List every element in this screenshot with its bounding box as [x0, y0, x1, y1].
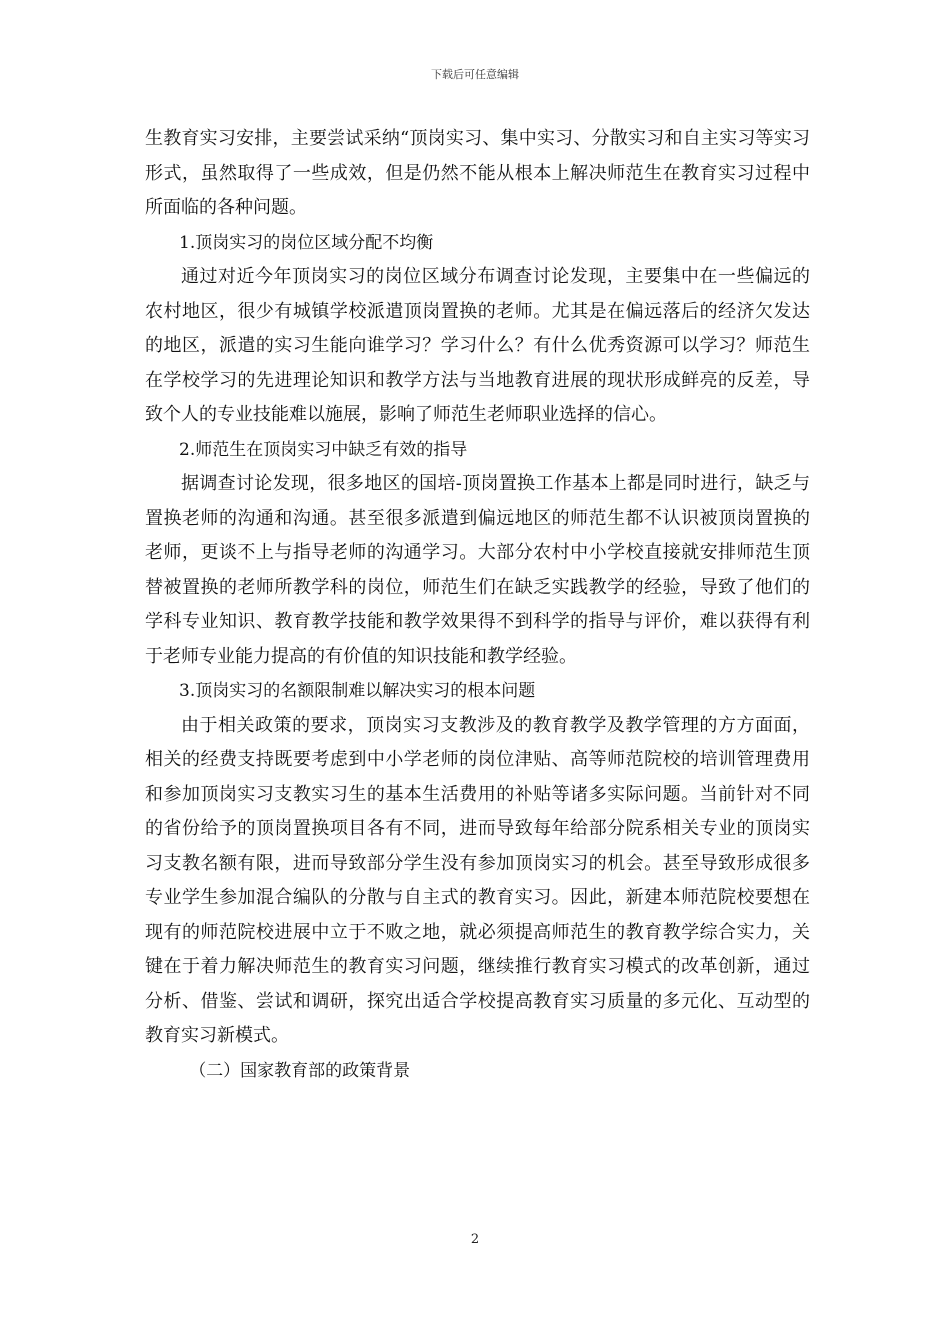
page-header: 下载后可任意编辑 — [431, 68, 519, 81]
section-heading-4: （二）国家教育部的政策背景 — [189, 1060, 411, 1081]
document-body — [145, 122, 810, 1088]
section-heading-3: 3.顶岗实习的名额限制难以解决实习的根本问题 — [179, 681, 536, 701]
page-number: 2 — [470, 1232, 480, 1247]
paragraph-continuation: 生教育实习安排，主要尝试采纳“顶岗实习、集中实习、分散实习和自主实习等实习形式，虽然取得了一些成效，但是仍然不能从根本上解决师范生在教育实习过程中所面临的各种问题。 — [145, 128, 810, 218]
paragraph-3: 由于相关政策的要求，顶岗实习支教涉及的教育教学及教学管理的方方面面，相关的经费支持既要考虑到中小学老师的岗位津贴、高等师范院校的培训管理费用和参加顶岗实习支教实习生的基本生活费用的补贴等诸多实际问题。当前针对不同的省份给予的顶岗置换项目各有不同，进而导致每年给部分院系相关专业的顶岗实习支教名额有限，进而导致部分学生没有参加顶岗实习的机会。甚至导致形成很多专业学生参加混合编队的分散与自主式的教育实习。因此，新建本师范院校要想在现有的师范院校进展中立于不败之地，就必须提高师范生的教育教学综合实力，关键在于着力解决师范生的教育实习问题，继续推行教育实习模式的改革创新，通过分析、借鉴、尝试和调研，探究出适合学校提高教育实习质量的多元化、互动型的教育实习新模式。 — [145, 714, 810, 1046]
paragraph-1: 通过对近今年顶岗实习的岗位区域分布调查讨论发现，主要集中在一些偏远的农村地区，很少有城镇学校派遣顶岗置换的老师。尤其是在偏远落后的经济欠发达的地区，派遣的实习生能向谁学习？学习什么？有什么优秀资源可以学习？师范生在学校学习的先进理论知识和教学方法与当地教育进展的现状形成鲜亮的反差，导致个人的专业技能难以施展，影响了师范生老师职业选择的信心。 — [145, 266, 810, 425]
paragraph-2: 据调查讨论发现，很多地区的国培-顶岗置换工作基本上都是同时进行，缺乏与置换老师的沟通和沟通。甚至很多派遣到偏远地区的师范生都不认识被顶岗置换的老师，更谈不上与指导老师的沟通学习。大部分农村中小学校直接就安排师范生顶替被置换的老师所教学科的岗位，师范生们在缺乏实践教学的经验，导致了他们的学科专业知识、教育教学技能和教学效果得不到科学的指导与评价，难以获得有利于老师专业能力提高的有价值的知识技能和教学经验。 — [145, 473, 810, 667]
section-heading-2: 2.师范生在顶岗实习中缺乏有效的指导 — [179, 439, 468, 460]
section-heading-1: 1.顶岗实习的岗位区域分配不均衡 — [179, 232, 434, 253]
